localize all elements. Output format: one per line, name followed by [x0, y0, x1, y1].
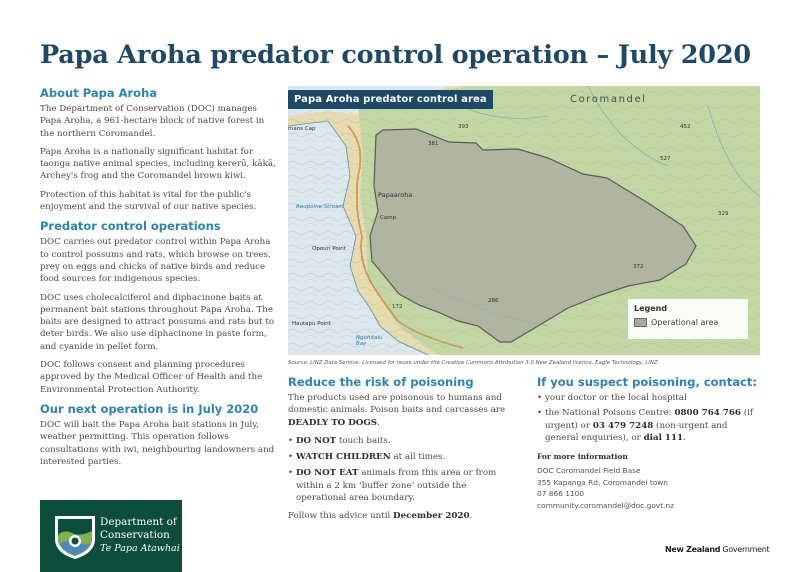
map-label-bay: Ngohitaiu Bay	[356, 335, 383, 347]
legend-item-label: Operational area	[651, 318, 719, 327]
map-title: Papa Aroha predator control area	[288, 90, 493, 109]
next-operation-paragraph: DOC will bait the Papa Aroha bait stations in July, weather permitting. This operation follows consultations with iwi, neighbouring landowners and interested parties.	[40, 419, 275, 467]
predator-paragraph-3: DOC follows consent and planning procedures approved by the Medical Officer of Health and the Environmental Protection Authority.	[40, 360, 263, 395]
predator-section	[40, 219, 280, 396]
follow-advice	[288, 510, 518, 522]
predator-heading: Predator control operations	[40, 219, 221, 234]
next-operation-section	[40, 402, 280, 468]
map-label-stream: Reupoine Stream	[296, 204, 344, 210]
list-item-bold: WATCH CHILDREN	[296, 452, 391, 463]
intro-end: .	[377, 417, 380, 428]
doc-logo	[40, 500, 182, 572]
list-item	[288, 451, 518, 463]
reduce-risk-section	[288, 375, 518, 529]
page-title: Papa Aroha predator control operation – July 2020	[40, 40, 751, 70]
map-region-label: Coromandel	[570, 94, 647, 105]
map-height-7: 372	[633, 264, 644, 270]
about-paragraph-3: Protection of this habitat is vital for the public's enjoyment and the survival of our native species.	[40, 189, 257, 213]
phone-emergency: dial 111	[643, 432, 684, 443]
map-height-1: 393	[458, 124, 469, 130]
reduce-risk-intro	[288, 392, 518, 429]
phone-general-note: (non-urgent and general enquiries), or	[545, 420, 728, 443]
map-legend	[628, 299, 748, 339]
doc-logo-text	[100, 516, 180, 555]
map-height-8: 286	[488, 298, 499, 304]
more-info-email: community.coromandel@doc.govt.nz	[537, 500, 675, 510]
nz-government-gov: Government	[720, 545, 770, 554]
follow-date: December 2020	[393, 511, 470, 522]
list-item	[288, 435, 518, 447]
list-item	[537, 407, 762, 444]
left-column	[40, 86, 280, 474]
doc-logo-line-2: Conservation	[100, 529, 170, 541]
list-item: • your doctor or the local hospital	[537, 392, 762, 404]
poisons-centre-label: the National Poisons Centre:	[545, 408, 675, 419]
map-label-town: Papaaroha	[378, 191, 413, 199]
more-info-office: DOC Coromandel Field Base	[537, 466, 641, 476]
map-label-hautapu: Hautapu Point	[292, 321, 331, 327]
phone-sep: (if urgent) or	[545, 408, 754, 431]
list-item-text: touch baits.	[336, 435, 391, 446]
intro-warning: DEADLY TO DOGS	[288, 417, 378, 428]
predator-paragraph-2: DOC uses cholecalciferol and diphacinone baits at permanent bait stations throughout Papa Aroha. The baits are designed to attract possums and rats but to deter birds. We also use diphacinone in paste form, and cyanide in pellet form.	[40, 292, 275, 352]
about-paragraph-1: The Department of Conservation (DOC) manages Papa Aroha, a 961-hectare block of native forest in the northern Coromandel.	[40, 104, 265, 139]
doc-emblem-icon	[50, 511, 100, 561]
map-height-3: 452	[680, 124, 691, 130]
map-height-5: 172	[392, 304, 403, 310]
list-item-text: at all times.	[390, 452, 446, 463]
list-item-bold: DO NOT	[296, 435, 337, 446]
about-heading: About Papa Aroha	[40, 86, 158, 100]
about-paragraph-2: Papa Aroha is a nationally significant habitat for taonga native animal species, including kererū, kākā, Archey's frog and the Coromandel brown kiwi.	[40, 146, 276, 182]
list-item-text: animals from this area or from within a 2 km ‘buffer zone’ outside the operational area boundary.	[296, 468, 497, 504]
map-label-cape: mans Cap	[288, 126, 316, 132]
list-item	[288, 467, 518, 504]
more-info-heading: For more information	[537, 452, 628, 462]
map-height-4: 527	[660, 156, 671, 162]
doc-logo-line-3: Te Papa Atawhai	[100, 543, 180, 554]
follow-text: Follow this advice until	[288, 511, 394, 522]
map-height-6: 329	[718, 211, 729, 217]
next-operation-heading: Our next operation is in July 2020	[40, 401, 259, 416]
suspect-heading: If you suspect poisoning, contact:	[537, 375, 757, 389]
suspect-poisoning-section	[537, 375, 762, 511]
phone-urgent: 0800 764 766	[674, 408, 741, 419]
follow-end: .	[469, 511, 473, 522]
legend-title: Legend	[634, 304, 668, 313]
reduce-risk-list	[288, 435, 518, 504]
more-info-address: 355 Kapanga Rd, Coromandel town	[537, 477, 668, 487]
reduce-risk-heading: Reduce the risk of poisoning	[288, 375, 474, 389]
list-item-bold: DO NOT EAT	[296, 468, 359, 479]
intro-text: The products used are poisonous to humans and domestic animals. Poison baits and carcasses are	[288, 393, 506, 416]
map-height-2: 381	[428, 141, 439, 147]
legend-item	[634, 318, 742, 327]
map-source: Source: LINZ Data Service. Licensed for reuse under the Creative Commons Attribution 3.0 New Zealand licence, Eagle Technology, LINZ.	[288, 360, 660, 366]
nz-government-logo	[665, 545, 769, 554]
about-section	[40, 86, 280, 213]
doc-logo-line-1: Department of	[100, 516, 177, 528]
nz-government-nz: New Zealand	[665, 545, 721, 554]
legend-swatch	[634, 318, 647, 327]
more-info-phone: 07 866 1100	[537, 489, 585, 499]
predator-paragraph-1: DOC carries out predator control within Papa Aroha to control possums and rats, which browse on trees, prey on eggs and chicks of native birds and reduce food sources for indigenous species.	[40, 237, 271, 285]
map-label-camp: Camp	[380, 215, 397, 221]
phone-end: .	[683, 432, 686, 443]
contact-list	[537, 392, 762, 444]
area-map	[288, 86, 760, 355]
map-label-opouri: Opouri Point	[312, 246, 346, 252]
phone-general: 03 479 7248	[592, 420, 654, 431]
